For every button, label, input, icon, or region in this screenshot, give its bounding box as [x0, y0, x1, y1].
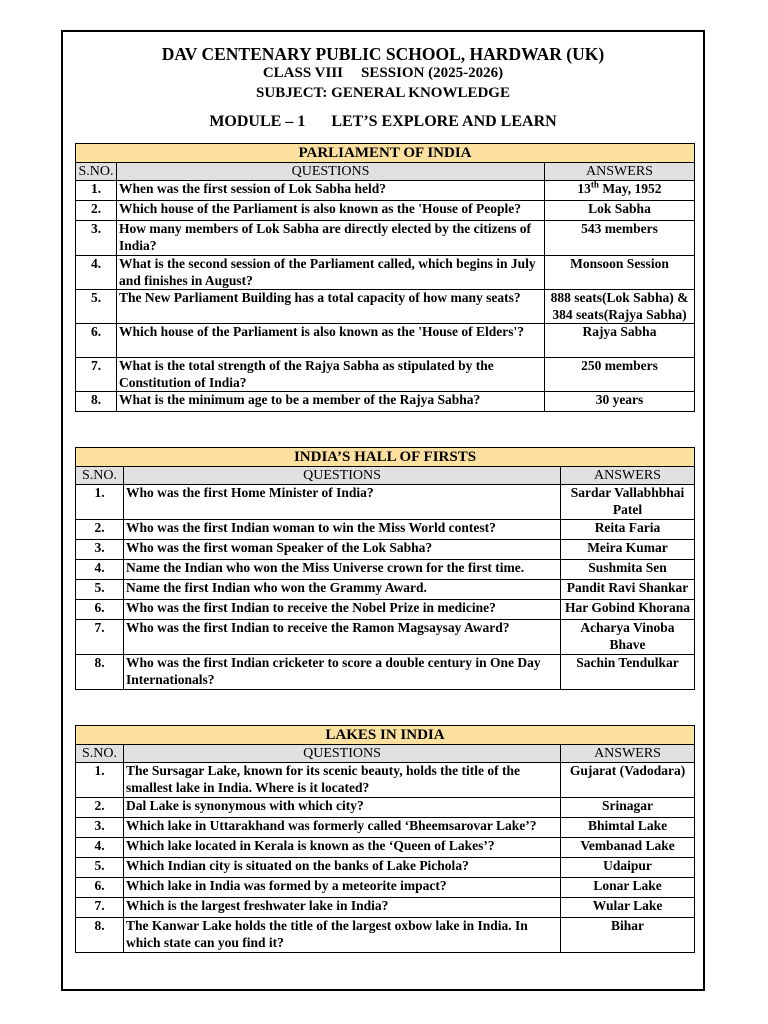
- row-question: Who was the first Indian woman to win the Miss World contest?: [124, 520, 561, 540]
- table-row: [76, 838, 695, 858]
- row-answer: Sachin Tendulkar: [561, 655, 695, 690]
- hall-of-firsts-table: [75, 447, 695, 690]
- row-question: How many members of Lok Sabha are directly elected by the citizens of India?: [117, 221, 545, 256]
- class-label: CLASS VIII: [262, 65, 344, 81]
- col-header-questions: QUESTIONS: [124, 745, 561, 763]
- row-answer: Lok Sabha: [545, 201, 695, 221]
- row-question: What is the total strength of the Rajya Sabha as stipulated by the Constitution of India?: [117, 358, 545, 392]
- row-sno: 8.: [76, 918, 124, 953]
- col-header-answers: ANSWERS: [561, 745, 695, 763]
- school-name: DAV CENTENARY PUBLIC SCHOOL, HARDWAR (UK): [161, 44, 605, 64]
- table-row: [76, 763, 695, 798]
- row-question: Dal Lake is synonymous with which city?: [124, 798, 561, 818]
- module-title: LET’S EXPLORE AND LEARN: [331, 113, 557, 130]
- row-answer: Pandit Ravi Shankar: [561, 580, 695, 600]
- row-sno: 1.: [76, 181, 117, 201]
- answer-day: 13: [577, 181, 591, 196]
- table-row: [76, 256, 695, 290]
- row-answer: Meira Kumar: [561, 540, 695, 560]
- row-sno: 4.: [76, 256, 117, 290]
- session-label: SESSION (2025-2026): [361, 65, 504, 81]
- table-row: [76, 358, 695, 392]
- row-answer: Vembanad Lake: [561, 838, 695, 858]
- row-question: Name the first Indian who won the Grammy Award.: [124, 580, 561, 600]
- row-question: Which Indian city is situated on the banks of Lake Pichola?: [124, 858, 561, 878]
- col-header-sno: S.NO.: [76, 163, 117, 181]
- answer-date-rest: May, 1952: [598, 181, 662, 196]
- table-row: [76, 181, 695, 201]
- table-row: [76, 324, 695, 358]
- row-question: Who was the first Indian to receive the Nobel Prize in medicine?: [124, 600, 561, 620]
- row-sno: 4.: [76, 838, 124, 858]
- row-sno: 2.: [76, 201, 117, 221]
- row-question: Which lake in Uttarakhand was formerly called ‘Bheemsarovar Lake’?: [124, 818, 561, 838]
- col-header-questions: QUESTIONS: [117, 163, 545, 181]
- table-row: [76, 485, 695, 520]
- row-answer: Har Gobind Khorana: [561, 600, 695, 620]
- row-sno: 6.: [76, 324, 117, 358]
- row-sno: 7.: [76, 620, 124, 655]
- subject-label: SUBJECT: GENERAL KNOWLEDGE: [256, 85, 510, 101]
- row-answer: Sardar Vallabhbhai Patel: [561, 485, 695, 520]
- table-row: [76, 520, 695, 540]
- table-row: [76, 580, 695, 600]
- row-answer: Rajya Sabha: [545, 324, 695, 358]
- col-header-questions: QUESTIONS: [124, 467, 561, 485]
- section-title: LAKES IN INDIA: [76, 726, 695, 745]
- answer-suffix: th: [590, 179, 599, 190]
- row-question: Who was the first Indian to receive the Ramon Magsaysay Award?: [124, 620, 561, 655]
- row-sno: 2.: [76, 520, 124, 540]
- row-question: Who was the first Indian cricketer to score a double century in One Day Internationals?: [124, 655, 561, 690]
- row-answer: Wular Lake: [561, 898, 695, 918]
- row-sno: 6.: [76, 600, 124, 620]
- table-row: [76, 392, 695, 412]
- row-sno: 1.: [76, 485, 124, 520]
- row-question: Which house of the Parliament is also known as the 'House of Elders'?: [117, 324, 545, 358]
- class-session: [61, 65, 705, 82]
- col-header-sno: S.NO.: [76, 467, 124, 485]
- row-question: When was the first session of Lok Sabha held?: [117, 181, 545, 201]
- row-question: Which lake in India was formed by a meteorite impact?: [124, 878, 561, 898]
- row-answer: 30 years: [545, 392, 695, 412]
- row-sno: 3.: [76, 540, 124, 560]
- table-row: [76, 221, 695, 256]
- row-sno: 5.: [76, 858, 124, 878]
- col-header-answers: ANSWERS: [545, 163, 695, 181]
- row-answer: Sushmita Sen: [561, 560, 695, 580]
- row-answer: Bihar: [561, 918, 695, 953]
- row-question: Which house of the Parliament is also known as the 'House of People?: [117, 201, 545, 221]
- table-row: [76, 620, 695, 655]
- row-sno: 5.: [76, 580, 124, 600]
- parliament-table: [75, 143, 695, 412]
- section-title: INDIA’S HALL OF FIRSTS: [76, 448, 695, 467]
- row-answer: Lonar Lake: [561, 878, 695, 898]
- row-sno: 1.: [76, 763, 124, 798]
- row-answer: Srinagar: [561, 798, 695, 818]
- row-question: Name the Indian who won the Miss Universe crown for the first time.: [124, 560, 561, 580]
- row-sno: 6.: [76, 878, 124, 898]
- row-question: What is the minimum age to be a member of the Rajya Sabha?: [117, 392, 545, 412]
- col-header-answers: ANSWERS: [561, 467, 695, 485]
- table-row: [76, 201, 695, 221]
- table-row: [76, 560, 695, 580]
- table-row: [76, 540, 695, 560]
- row-question: Who was the first woman Speaker of the Lok Sabha?: [124, 540, 561, 560]
- row-question: What is the second session of the Parliament called, which begins in July and finishes in August?: [117, 256, 545, 290]
- row-question: The Kanwar Lake holds the title of the largest oxbow lake in India. In which state can you find it?: [124, 918, 561, 953]
- table-row: [76, 898, 695, 918]
- row-sno: 5.: [76, 290, 117, 324]
- table-row: [76, 818, 695, 838]
- module-number: MODULE – 1: [209, 113, 306, 130]
- row-question: The New Parliament Building has a total capacity of how many seats?: [117, 290, 545, 324]
- table-row: [76, 600, 695, 620]
- row-sno: 7.: [76, 898, 124, 918]
- table-row: [76, 290, 695, 324]
- row-answer: Bhimtal Lake: [561, 818, 695, 838]
- row-question: Which lake located in Kerala is known as the ‘Queen of Lakes’?: [124, 838, 561, 858]
- row-answer: 250 members: [545, 358, 695, 392]
- row-sno: 4.: [76, 560, 124, 580]
- row-answer: [545, 181, 695, 201]
- table-row: [76, 798, 695, 818]
- row-answer: Reita Faria: [561, 520, 695, 540]
- row-sno: 3.: [76, 221, 117, 256]
- row-answer: 543 members: [545, 221, 695, 256]
- row-question: Which is the largest freshwater lake in India?: [124, 898, 561, 918]
- row-question: Who was the first Home Minister of India?: [124, 485, 561, 520]
- row-question: The Sursagar Lake, known for its scenic beauty, holds the title of the smallest lake in India. Where is it located?: [124, 763, 561, 798]
- row-answer: Acharya Vinoba Bhave: [561, 620, 695, 655]
- section-title: PARLIAMENT OF INDIA: [76, 144, 695, 163]
- lakes-table: [75, 725, 695, 953]
- row-sno: 3.: [76, 818, 124, 838]
- row-sno: 8.: [76, 655, 124, 690]
- table-row: [76, 918, 695, 953]
- row-answer: Gujarat (Vadodara): [561, 763, 695, 798]
- row-answer: Monsoon Session: [545, 256, 695, 290]
- row-sno: 8.: [76, 392, 117, 412]
- col-header-sno: S.NO.: [76, 745, 124, 763]
- row-sno: 7.: [76, 358, 117, 392]
- table-row: [76, 655, 695, 690]
- row-answer: 888 seats(Lok Sabha) & 384 seats(Rajya Sabha): [545, 290, 695, 324]
- row-sno: 2.: [76, 798, 124, 818]
- table-row: [76, 858, 695, 878]
- module-heading: [61, 113, 705, 131]
- row-answer: Udaipur: [561, 858, 695, 878]
- table-row: [76, 878, 695, 898]
